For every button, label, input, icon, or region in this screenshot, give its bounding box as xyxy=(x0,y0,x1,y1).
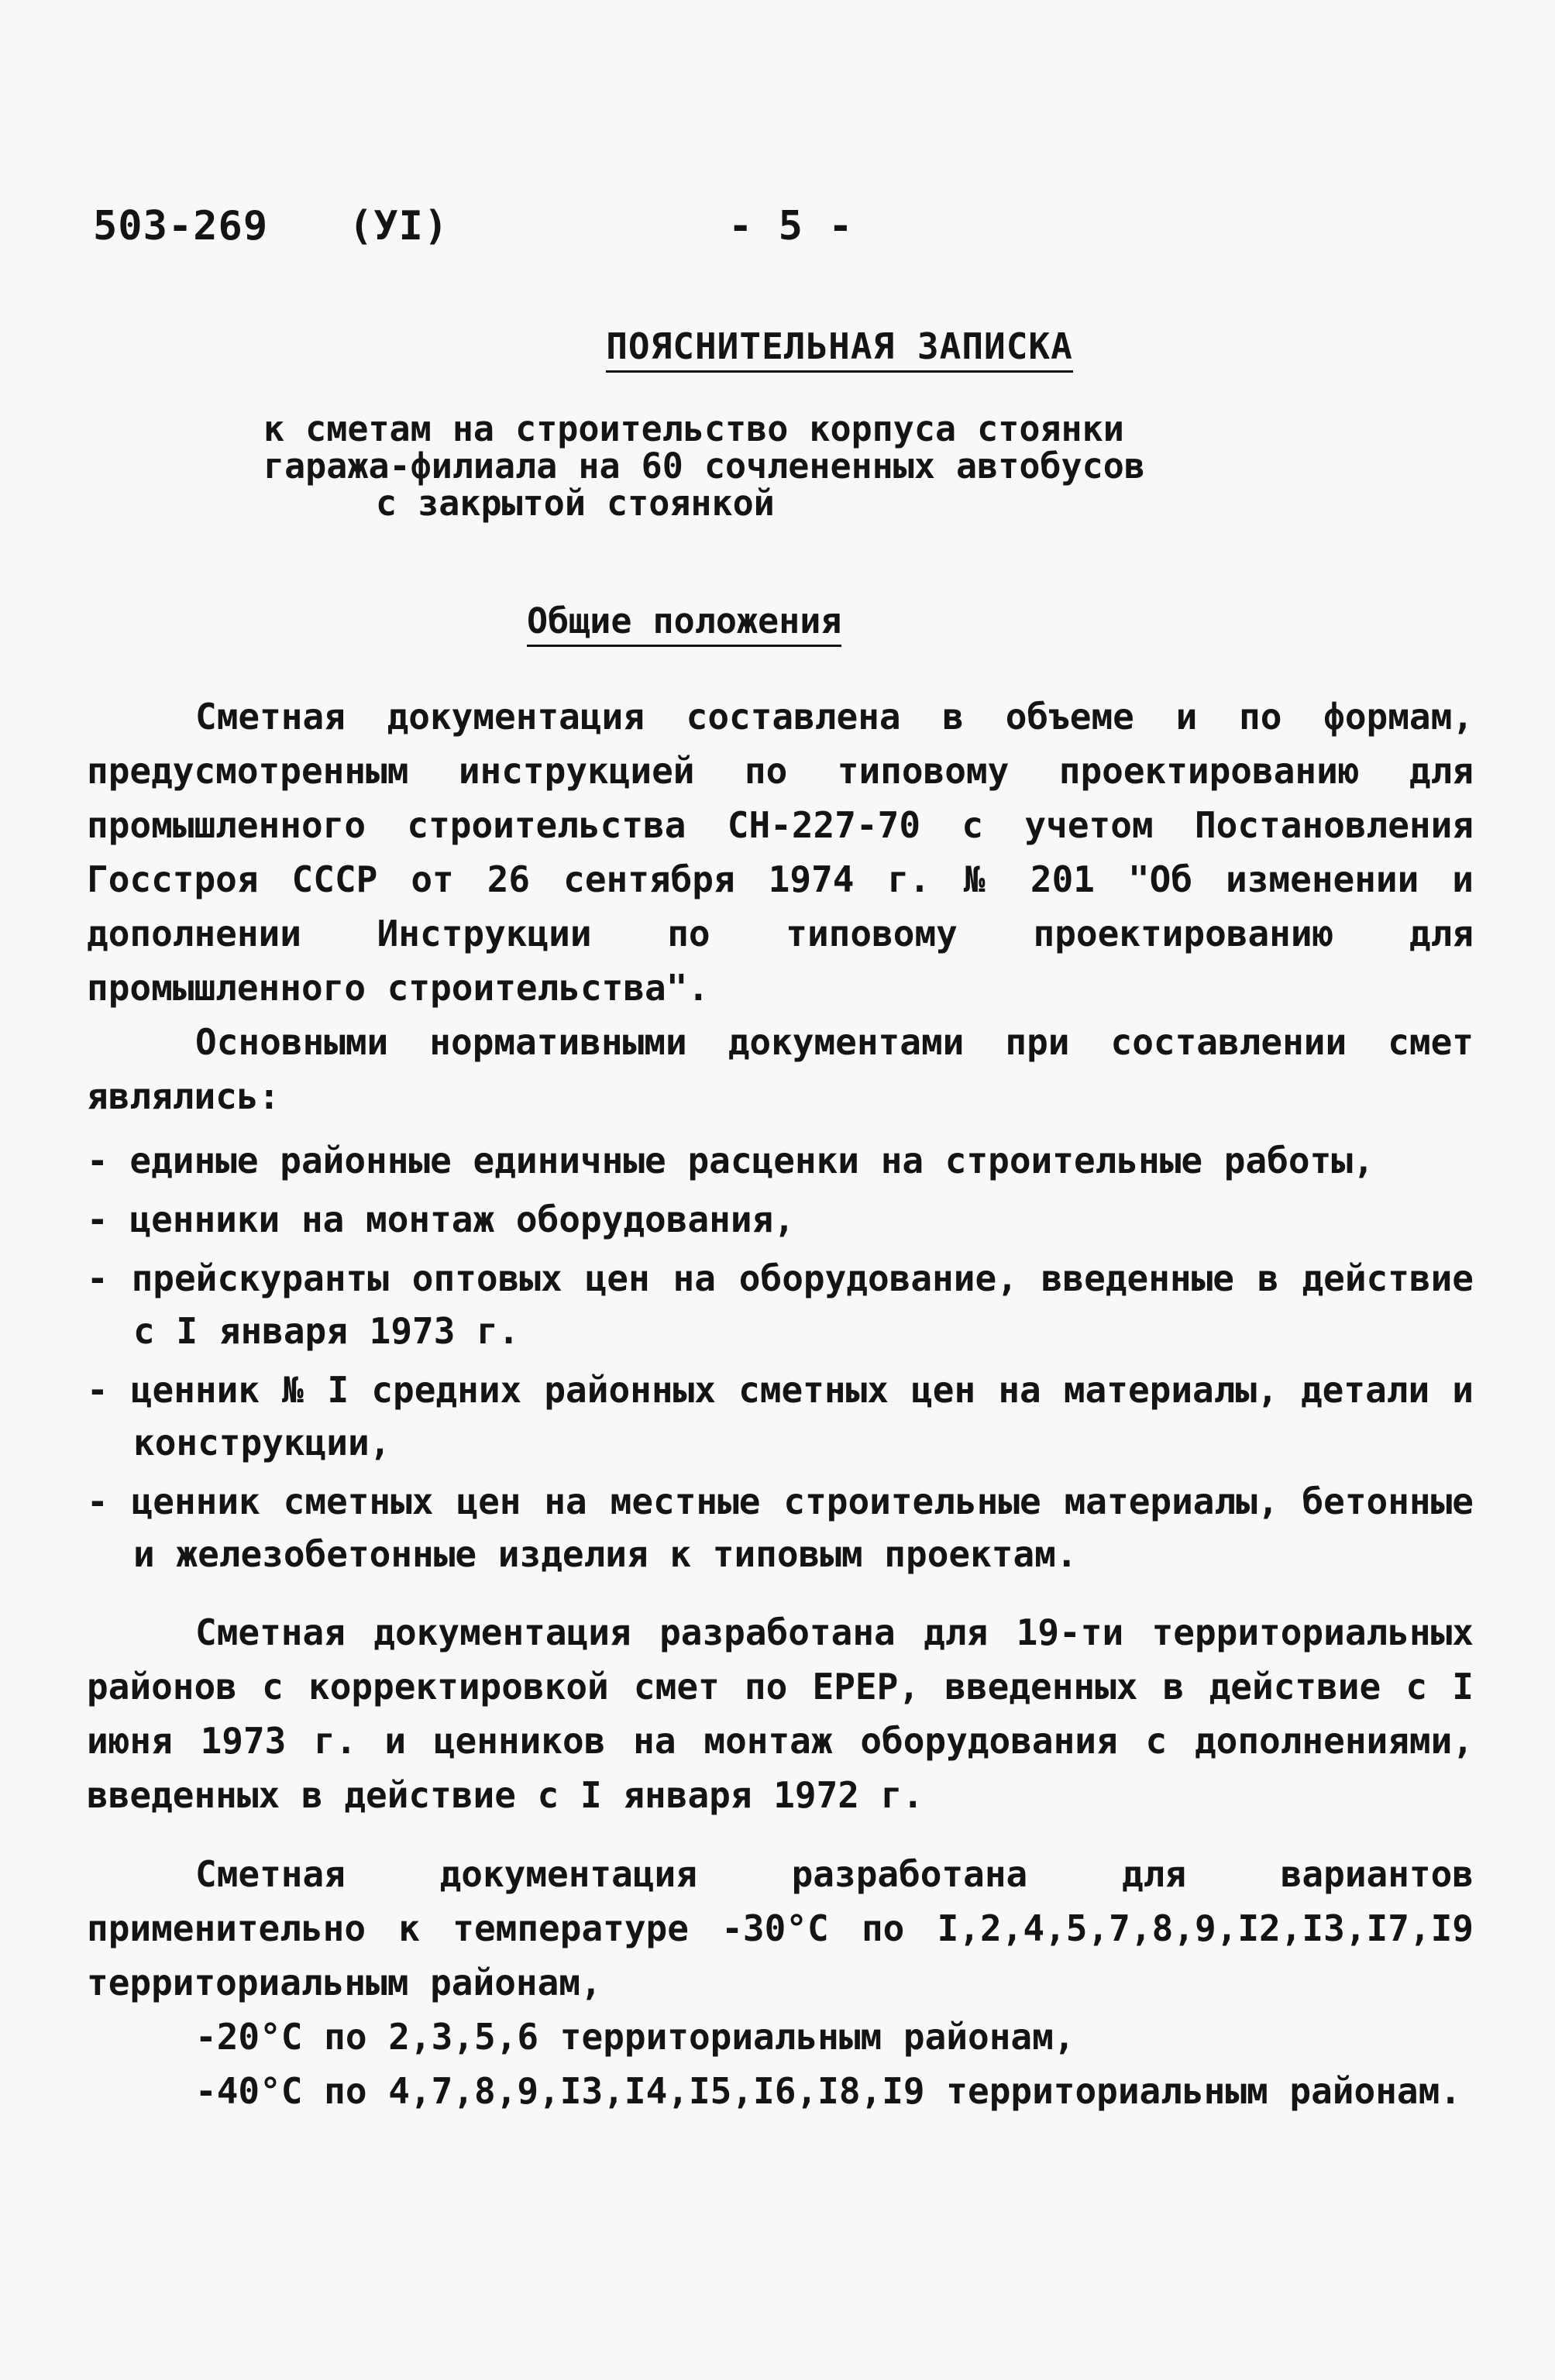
paragraph: Сметная документация составлена в объеме и по формам, предусмотренным инструкцией по типовому проектированию для промышленного строительства СН-227-70 с учетом Постановления Госстроя СССР от 26 сентября 1974 г. № 201 "Об изменении и дополнении Инструкции по типовому проектированию для промышленного строительства". xyxy=(87,696,1474,1009)
section-title: Общие положения xyxy=(527,600,841,647)
paragraph: Сметная документация разработана для 19-ти территориальных районов с корректировкой смет по ЕРЕР, введенных в действие с I июня 1973 г. и ценников на монтаж оборудования с дополнениями, введенных в действие с I января 1972 г. xyxy=(87,1611,1474,1816)
document-subtitle xyxy=(263,408,1145,524)
list-item: - единые районные единичные расценки на строительные работы, xyxy=(87,1140,1374,1181)
paragraph: -40°С по 4,7,8,9,I3,I4,I5,I6,I8,I9 территориальным районам. xyxy=(195,2070,1461,2112)
document-body xyxy=(87,690,1474,2118)
section-title-block xyxy=(527,600,841,641)
document-title-block xyxy=(0,325,1555,373)
list-item: - ценник сметных цен на местные строительные материалы, бетонные и железобетонные изделия к типовым проектам. xyxy=(87,1481,1474,1575)
list-item: - ценник № I средних районных сметных цен на материалы, детали и конструкции, xyxy=(87,1369,1474,1463)
paragraph: -20°С по 2,3,5,6 территориальным районам, xyxy=(195,2016,1075,2058)
document-series: (УI) xyxy=(349,203,449,249)
paragraph: Основными нормативными документами при составлении смет являлись: xyxy=(87,1021,1474,1117)
subtitle-line: к сметам на строительство корпуса стоянки xyxy=(263,408,1124,449)
document-title: ПОЯСНИТЕЛЬНАЯ ЗАПИСКА xyxy=(606,325,1073,373)
list-item: - прейскуранты оптовых цен на оборудование, введенные в действие с I января 1973 г. xyxy=(87,1257,1474,1352)
document-code: 503-269 xyxy=(93,203,269,249)
subtitle-line: с закрытой стоянкой xyxy=(376,483,775,524)
bullet-list xyxy=(87,1134,1474,1580)
paragraph: Сметная документация разработана для вариантов применительно к температуре -30°С по I,2,4,5,7,8,9,I2,I3,I7,I9 территориальным районам, xyxy=(87,1853,1474,2003)
page-number: - 5 - xyxy=(728,203,854,249)
list-item: - ценники на монтаж оборудования, xyxy=(87,1199,795,1240)
subtitle-line: гаража-филиала на 60 сочлененных автобусов xyxy=(263,445,1145,487)
